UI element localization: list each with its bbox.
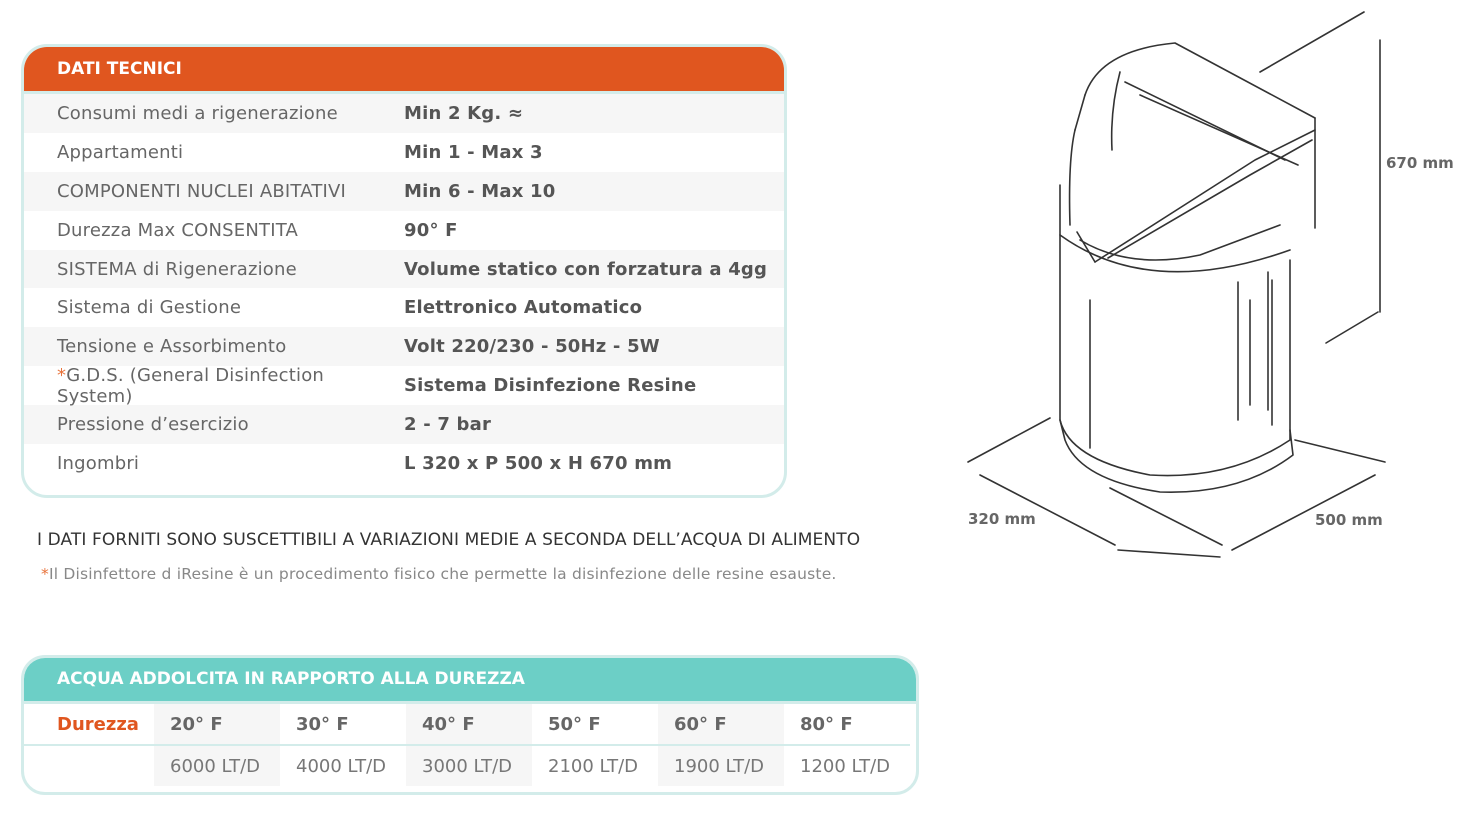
product-drawing [950, 0, 1462, 600]
spec-row [24, 211, 784, 250]
disclaimer-note: I DATI FORNITI SONO SUSCETTIBILI A VARIAZIONI MEDIE A SECONDA DELL’ACQUA DI ALIMENTO [37, 530, 861, 550]
width-dimension-label: 320 mm [968, 510, 1036, 528]
spec-row [24, 94, 784, 133]
flow-cell: 1200 LT/D [800, 755, 890, 777]
spec-value: L 320 x P 500 x H 670 mm [404, 452, 673, 474]
softened-water-title: ACQUA ADDOLCITA IN RAPPORTO ALLA DUREZZA [24, 658, 916, 704]
spec-row [24, 133, 784, 172]
hardness-cell: 60° F [658, 704, 784, 746]
spec-label: Sistema di Gestione [57, 297, 242, 319]
spec-value: Min 1 - Max 3 [404, 141, 543, 163]
spec-row [24, 250, 784, 289]
spec-label: Ingombri [57, 452, 140, 474]
spec-label: Consumi medi a rigenerazione [57, 102, 338, 124]
softened-water-table [24, 704, 916, 786]
spec-value: Sistema Disinfezione Resine [404, 375, 697, 397]
spec-label: COMPONENTI NUCLEI ABITATIVI [57, 180, 347, 202]
flow-cell: 4000 LT/D [296, 755, 386, 777]
spec-label: Pressione d’esercizio [57, 414, 249, 436]
flow-cell: 1900 LT/D [658, 746, 784, 786]
spec-value: Volume statico con forzatura a 4gg [404, 258, 768, 280]
footnote-text: Il Disinfettore d iResine è un procedimento fisico che permette la disinfezione delle resine esauste. [48, 565, 837, 583]
asterisk-mark: * [57, 364, 67, 386]
flow-cell: 6000 LT/D [154, 746, 280, 786]
spec-value: Min 6 - Max 10 [404, 180, 556, 202]
hardness-cell: 20° F [154, 704, 280, 746]
spec-row [24, 327, 784, 366]
spec-row [24, 444, 784, 483]
footnote [41, 565, 837, 583]
spec-label: Appartamenti [57, 141, 184, 163]
spec-row [24, 405, 784, 444]
hardness-cell: 30° F [280, 704, 406, 746]
spec-label: SISTEMA di Rigenerazione [57, 258, 297, 280]
spec-row [24, 172, 784, 211]
spec-row [24, 288, 784, 327]
tech-specs-card [21, 44, 787, 498]
spec-label: Durezza Max CONSENTITA [57, 219, 299, 241]
spec-label [24, 365, 404, 407]
tech-specs-rows [24, 94, 784, 483]
hardness-cell: 80° F [784, 704, 910, 746]
spec-row [24, 366, 784, 405]
hardness-cell: 50° F [532, 704, 658, 746]
spec-label: Tensione e Assorbimento [57, 336, 287, 358]
spec-value: Elettronico Automatico [404, 297, 643, 319]
spec-value: Volt 220/230 - 50Hz - 5W [404, 336, 660, 358]
flow-row-label-empty [24, 746, 154, 786]
spec-value: 2 - 7 bar [404, 414, 492, 436]
hardness-row-label: Durezza [24, 704, 154, 746]
spec-label-text: G.D.S. (General Disinfection System) [57, 364, 325, 407]
depth-dimension-label: 500 mm [1315, 511, 1383, 529]
height-dimension-label: 670 mm [1386, 154, 1454, 172]
softened-water-card [21, 655, 919, 795]
tech-specs-title: DATI TECNICI [24, 47, 784, 94]
flow-cell: 3000 LT/D [406, 746, 532, 786]
hardness-cell: 40° F [406, 704, 532, 746]
spec-value: 90° F [404, 219, 458, 241]
flow-cell: 2100 LT/D [548, 755, 638, 777]
spec-value: Min 2 Kg. ≈ [404, 102, 524, 124]
asterisk-mark: * [41, 565, 49, 583]
